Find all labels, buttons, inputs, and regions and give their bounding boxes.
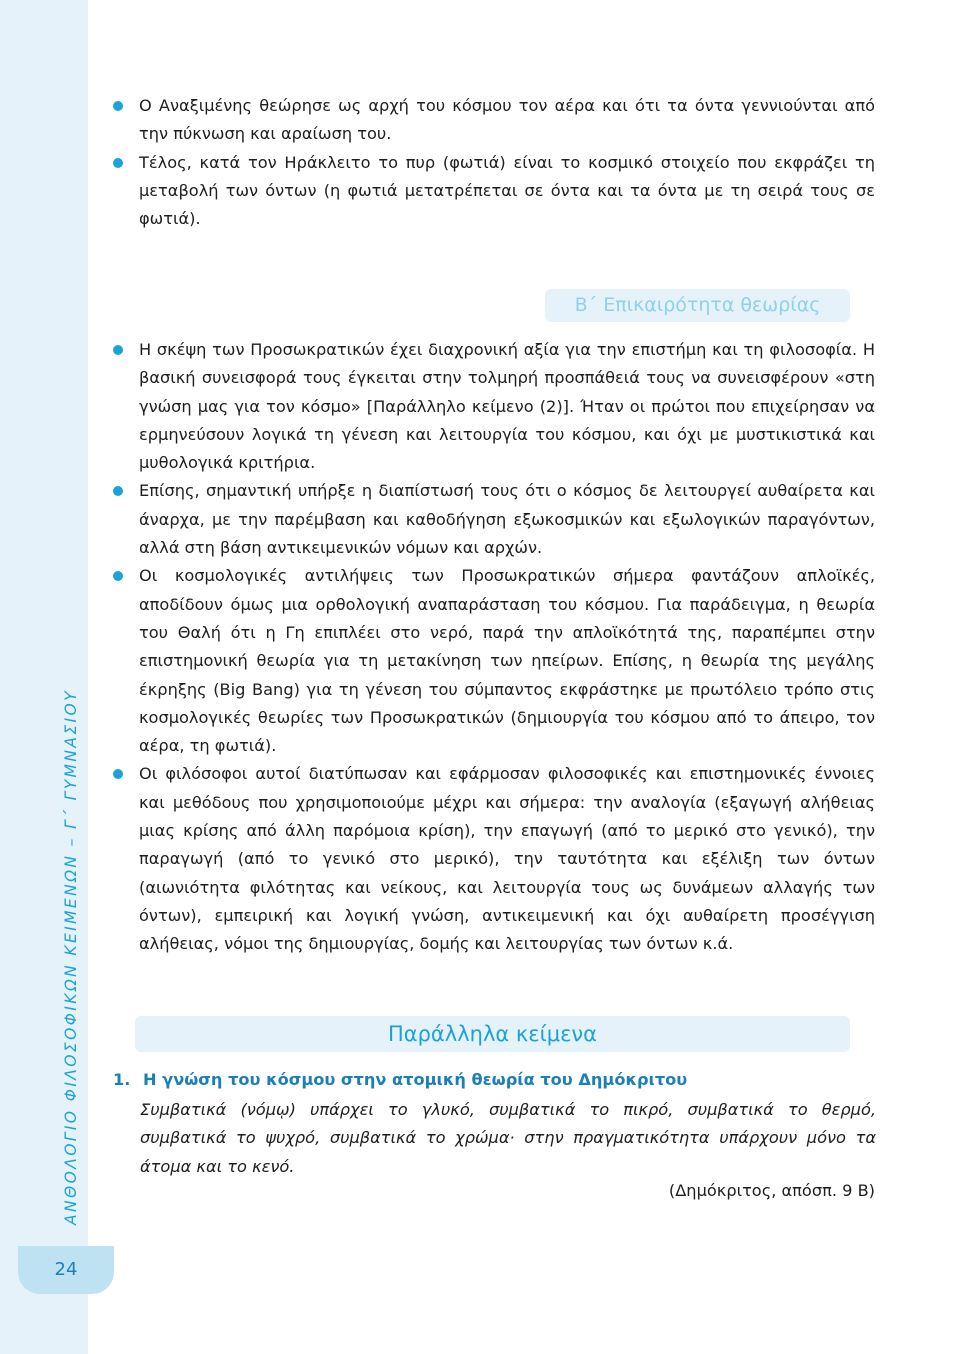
sidebar <box>0 0 88 1354</box>
list-item: Τέλος, κατά τον Ηράκλειτο το πυρ (φωτιά) είναι το κοσμικό στοιχείο που εκφράζει τη μεταβολή των όντων (η φωτιά μετατρέπεται σε όντα και τα όντα με τη σειρά τους σε φωτιά). <box>139 149 875 234</box>
parallel-text-heading: Η γνώση του κόσμου στην ατομική θεωρία του Δημόκριτου <box>143 1070 688 1089</box>
parallel-text-source: (Δημόκριτος, απόσπ. 9 Β) <box>668 1181 875 1200</box>
section-b-bullet-list <box>139 336 875 959</box>
list-item: Οι κοσμολογικές αντιλήψεις των Προσωκρατικών σήμερα φαντάζουν απλοϊκές, αποδίδουν όμως μια ορθολογική αναπαράσταση του κόσμου. Για παράδειγμα, η θεωρία του Θαλή ότι η Γη επιπλέει στο νερό, παρά την απλοϊκότητά της, παραπέμπει στην επιστημονική θεωρία για τη μετακίνηση των ηπείρων. Επίσης, η θεωρία της μεγάλης έκρηξης (Big Bang) για τη γένεση του σύμπαντος εκφράστηκε με πρωτόλειο τρόπο στις κοσμολογικές θεωρίες των Προσωκρατικών (δημιουργία του κόσμου από το άπειρο, τον αέρα, τη φωτιά). <box>139 562 875 760</box>
parallel-text-number: 1. <box>113 1070 131 1089</box>
parallel-texts-heading: Παράλληλα κείμενα <box>135 1016 850 1052</box>
list-item: Η σκέψη των Προσωκρατικών έχει διαχρονική αξία για την επιστήμη και τη φιλοσοφία. Η βασική συνεισφορά τους έγκειται στην τολμηρή προσπάθειά τους να συνεισφέρουν «στη γνώση μας για τον κόσμο» [Παράλληλο κείμενο (2)]. Ήταν οι πρώτοι που επιχείρησαν να ερμηνεύσουν λογικά τη γένεση και λειτουργία του κόσμου, και όχι με μυστικιστικά και μυθολογικά κριτήρια. <box>139 336 875 477</box>
parallel-text-quote: Συμβατικά (νόμῳ) υπάρχει το γλυκό, συμβατικά το πικρό, συμβατικά το θερμό, συμβατικά το ψυχρό, συμβατικά το χρώμα· στην πραγματικότητα υπάρχουν μόνο τα άτομα και το κενό. <box>140 1100 876 1176</box>
section-b-heading: Β΄ Επικαιρότητα θεωρίας <box>545 289 850 322</box>
sidebar-book-title: ΑΝΘΟΛΟΓΙΟ ΦΙΛΟΣΟΦΙΚΩΝ ΚΕΙΜΕΝΩΝ – Γ΄ ΓΥΜΝΑΣΙΟΥ <box>62 689 80 1225</box>
list-item: Επίσης, σημαντική υπήρξε η διαπίστωσή τους ότι ο κόσμος δε λειτουργεί αυθαίρετα και άναρχα, με την παρέμβαση και καθοδήγηση εξωκοσμικών και εξωλογικών παραγόντων, αλλά στη βάση αντικειμενικών νόμων και αρχών. <box>139 477 875 562</box>
bullet-icon <box>113 345 123 355</box>
bullet-icon <box>113 158 123 168</box>
intro-bullet-list <box>139 92 875 233</box>
list-item: Οι φιλόσοφοι αυτοί διατύπωσαν και εφάρμοσαν φιλοσοφικές και επιστημονικές έννοιες και μεθόδους που χρησιμοποιούμε μέχρι και σήμερα: την αναλογία (εξαγωγή αλήθειας μιας κρίσης από άλλη παρόμοια κρίση), την επαγωγή (από το μερικό στο γενικό), την παραγωγή (από το γενικό στο μερικό), την ταυτότητα και εξέλιξη των όντων (αιωνιότητα φιλότητας και νείκους, και λειτουργία τους ως δυνάμεων αλλαγής των όντων), εμπειρική και λογική γνώση, αντικειμενική και όχι αυθαίρετη προσέγγιση αλήθειας, νόμοι της δημιουργίας, δομής και λειτουργίας των όντων κ.ά. <box>139 760 875 958</box>
list-item: Ο Αναξιμένης θεώρησε ως αρχή του κόσμου τον αέρα και ότι τα όντα γεννιούνται από την πύκνωση και αραίωση του. <box>139 92 875 149</box>
parallel-text-title <box>113 1070 687 1089</box>
page-number: 24 <box>18 1246 114 1294</box>
bullet-icon <box>113 101 123 111</box>
